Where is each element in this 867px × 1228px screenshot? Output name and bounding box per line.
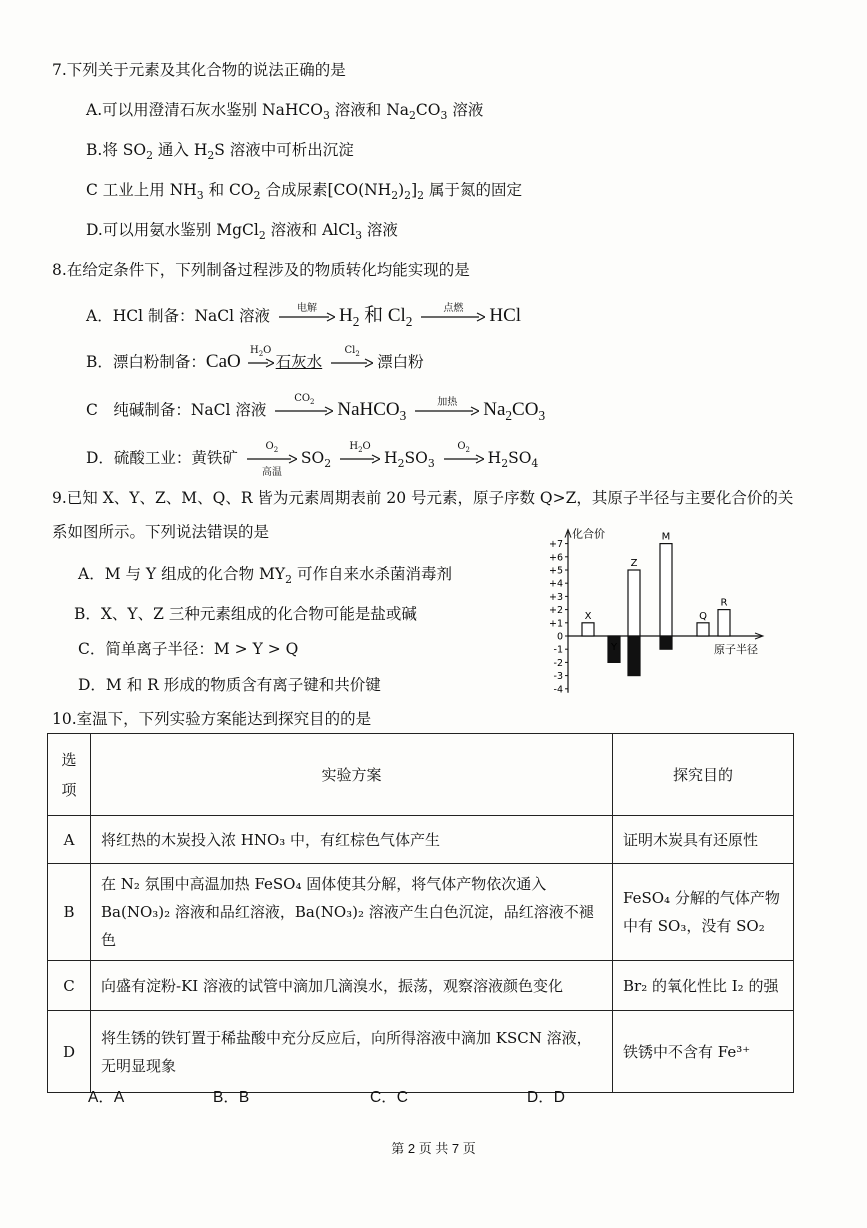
y-tick-label: +2 <box>548 605 563 617</box>
y-tick-label: +6 <box>548 552 563 564</box>
table-row <box>48 961 794 1011</box>
row-option: C <box>48 961 91 1011</box>
q8-option-b: B．漂白粉制备：CaO $H_2O$ 石灰水 $Cl_2$ 漂白粉 <box>86 345 424 372</box>
q7-option-a: A.可以用澄清石灰水鉴别 NaHCO$_3$ 溶液和 $Na_2CO_3$ 溶液 <box>86 101 484 123</box>
bar-label-y: Y <box>610 642 618 653</box>
q9-option-b: B．X、Y、Z 三种元素组成的化合物可能是盐或碱 <box>74 605 417 623</box>
reaction-arrow: $H_2O$ <box>340 454 380 464</box>
row-goal: Br₂ 的氧化性比 I₂ 的强 <box>613 961 794 1011</box>
table-header-row <box>48 734 794 816</box>
bar-label-x: X <box>584 610 592 622</box>
x-axis-label: 原子半径 <box>714 643 758 656</box>
table-row <box>48 1011 794 1093</box>
table-row <box>48 816 794 864</box>
y-tick-label: +4 <box>548 578 563 590</box>
row-option: B <box>48 864 91 961</box>
bar-z <box>628 636 640 676</box>
q8-option-d: D．硫酸工业：黄铁矿 $O_2$ 高温 $SO_2$ $H_2O$ $H_2SO_3$ $O_2$ $H_2SO_4$ <box>86 441 539 478</box>
q9-option-d: D．M 和 R 形成的物质含有离子键和共价键 <box>78 676 381 694</box>
bar-z <box>628 570 640 636</box>
reaction-arrow: $CO_2$ <box>275 406 333 416</box>
row-option: A <box>48 816 91 864</box>
bar-r <box>718 610 730 636</box>
reaction-arrow: $O_2$ <box>444 454 484 464</box>
y-tick-label: -4 <box>553 684 563 696</box>
table-row <box>48 864 794 961</box>
reaction-arrow: $O_2$ 高温 <box>247 454 297 464</box>
y-tick-label: +1 <box>548 618 563 630</box>
bar-m <box>660 544 672 636</box>
q8-option-a: A．HCl 制备：NaCl 溶液 电解 $H_2$ 和 $Cl_2$ 点燃 HCl <box>86 303 522 329</box>
bar-x <box>582 623 594 636</box>
answer-b: B．B <box>213 1089 250 1106</box>
bar-m <box>660 636 672 649</box>
q9-stem-line1: 9.已知 X、Y、Z、M、Q、R 皆为元素周期表前 20 号元素，原子序数 Q>Z，其原子半径与主要化合价的关 <box>52 489 794 507</box>
q8-option-c: C 纯碱制备：NaCl 溶液 $CO_2$ NaHCO$_3$ 加热 $Na_2CO_3$ <box>86 393 546 423</box>
q7-option-d: D.可以用氨水鉴别 MgCl$_2$ 溶液和 AlCl$_3$ 溶液 <box>86 221 398 243</box>
reaction-arrow: 点燃 <box>421 312 485 322</box>
answer-d: D．D <box>527 1089 565 1106</box>
valence-radius-chart <box>540 522 770 697</box>
q7-option-c: C 工业上用 $NH_3$ 和 $CO_2$ 合成尿素$[CO(NH_2)_2]_2$ 属于氮的固定 <box>86 181 522 203</box>
bar-label-m: M <box>661 531 671 543</box>
reaction-arrow: $Cl_2$ <box>331 358 373 368</box>
y-tick-label: +7 <box>548 539 563 551</box>
experiment-table <box>47 733 794 1093</box>
q9-option-c: C．简单离子半径：M > Y > Q <box>78 640 299 658</box>
page-footer: 第 2 页 共 7 页 <box>391 1141 476 1156</box>
reaction-arrow: $H_2O$ <box>248 358 274 368</box>
y-axis-label: 化合价 <box>572 527 605 541</box>
bar-q <box>697 623 709 636</box>
y-tick-label: +3 <box>548 591 563 603</box>
y-tick-label: -1 <box>553 644 563 656</box>
row-option: D <box>48 1011 91 1093</box>
row-plan: 将红热的木炭投入浓 HNO₃ 中，有红棕色气体产生 <box>91 816 613 864</box>
header-plan: 实验方案 <box>91 734 613 816</box>
answer-a: A．A <box>88 1089 125 1106</box>
row-goal: FeSO₄ 分解的气体产物中有 SO₃，没有 SO₂ <box>613 864 794 961</box>
y-tick-label: -2 <box>553 657 563 669</box>
row-goal: 证明木炭具有还原性 <box>613 816 794 864</box>
q9-option-a: A．M 与 Y 组成的化合物 $MY_2$ 可作自来水杀菌消毒剂 <box>78 565 452 587</box>
bar-label-r: R <box>720 597 728 609</box>
header-goal: 探究目的 <box>613 734 794 816</box>
row-plan: 在 N₂ 氛围中高温加热 FeSO₄ 固体使其分解，将气体产物依次通入 Ba(NO₃)₂ 溶液和品红溶液，Ba(NO₃)₂ 溶液产生白色沉淀，品红溶液不褪色 <box>91 864 613 961</box>
reaction-arrow: 加热 <box>415 406 479 416</box>
q9-stem-line2: 系如图所示。下列说法错误的是 <box>52 523 270 541</box>
reaction-arrow: 电解 <box>279 312 335 322</box>
y-tick-label: -3 <box>553 671 563 683</box>
row-plan: 将生锈的铁钉置于稀盐酸中充分反应后，向所得溶液中滴加 KSCN 溶液，无明显现象 <box>91 1011 613 1093</box>
answer-c: C．C <box>370 1089 408 1106</box>
q7-stem: 7.下列关于元素及其化合物的说法正确的是 <box>52 61 346 79</box>
y-tick-label: +5 <box>548 565 563 577</box>
y-tick-label: 0 <box>556 631 563 643</box>
bar-label-q: Q <box>699 610 707 622</box>
row-goal: 铁锈中不含有 Fe³⁺ <box>613 1011 794 1093</box>
q10-stem: 10.室温下，下列实验方案能达到探究目的的是 <box>52 710 372 728</box>
header-option: 选 项 <box>48 734 91 816</box>
bar-label-z: Z <box>630 558 638 569</box>
row-plan: 向盛有淀粉-KI 溶液的试管中滴加几滴溴水，振荡，观察溶液颜色变化 <box>91 961 613 1011</box>
q7-option-b: B.将 $SO_2$ 通入 $H_2S$ 溶液中可析出沉淀 <box>86 141 354 163</box>
q8-stem: 8.在给定条件下，下列制备过程涉及的物质转化均能实现的是 <box>52 261 470 279</box>
